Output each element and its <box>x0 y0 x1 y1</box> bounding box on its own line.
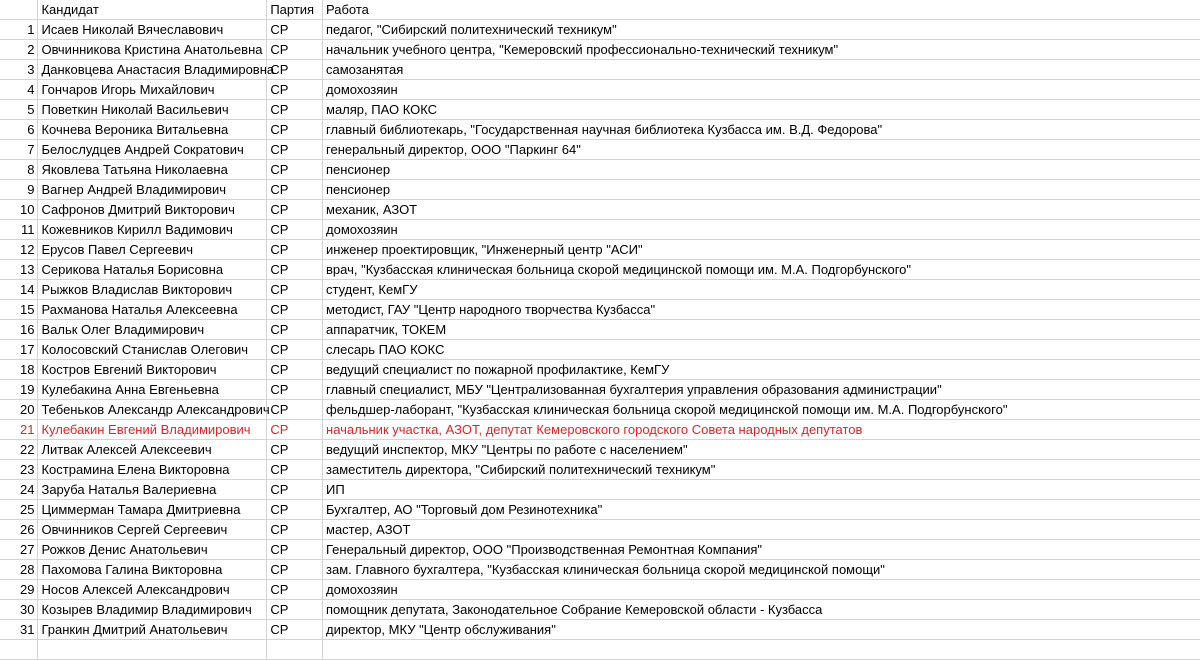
work-cell[interactable]: директор, МКУ "Центр обслуживания" <box>323 620 1200 640</box>
party-cell[interactable]: СР <box>267 220 323 240</box>
row-number-cell[interactable]: 29 <box>0 580 38 600</box>
candidate-name-cell[interactable]: Белослудцев Андрей Сократович <box>38 140 267 160</box>
work-cell[interactable]: Генеральный директор, ООО "Производственная Ремонтная Компания" <box>323 540 1200 560</box>
work-cell[interactable]: Бухгалтер, АО "Торговый дом Резинотехника" <box>323 500 1200 520</box>
party-cell[interactable]: СР <box>267 400 323 420</box>
work-cell[interactable]: начальник участка, АЗОТ, депутат Кемеровского городского Совета народных депутатов <box>323 420 1200 440</box>
row-number-cell[interactable]: 10 <box>0 200 38 220</box>
candidate-name-cell[interactable]: Яковлева Татьяна Николаевна <box>38 160 267 180</box>
party-cell[interactable]: СР <box>267 100 323 120</box>
table-body <box>0 20 1200 660</box>
work-cell[interactable]: студент, КемГУ <box>323 280 1200 300</box>
party-cell[interactable]: СР <box>267 60 323 80</box>
candidate-name-cell[interactable]: Носов Алексей Александрович <box>38 580 267 600</box>
row-number-cell[interactable]: 18 <box>0 360 38 380</box>
candidate-name-cell[interactable]: Циммерман Тамара Дмитриевна <box>38 500 267 520</box>
row-number-cell[interactable]: 15 <box>0 300 38 320</box>
party-cell[interactable]: СР <box>267 580 323 600</box>
row-number-cell[interactable]: 12 <box>0 240 38 260</box>
party-cell[interactable]: СР <box>267 180 323 200</box>
candidate-name-cell[interactable]: Серикова Наталья Борисовна <box>38 260 267 280</box>
empty-cell[interactable] <box>267 640 323 660</box>
party-cell[interactable]: СР <box>267 320 323 340</box>
work-cell[interactable]: главный библиотекарь, "Государственная научная библиотека Кузбасса им. В.Д. Федорова" <box>323 120 1200 140</box>
table-row <box>0 560 1200 580</box>
work-cell[interactable]: мастер, АЗОТ <box>323 520 1200 540</box>
party-cell[interactable]: СР <box>267 600 323 620</box>
row-number-cell[interactable]: 13 <box>0 260 38 280</box>
table-row <box>0 460 1200 480</box>
table-row <box>0 320 1200 340</box>
row-number-cell[interactable]: 3 <box>0 60 38 80</box>
party-cell[interactable]: СР <box>267 620 323 640</box>
candidate-name-cell[interactable]: Сафронов Дмитрий Викторович <box>38 200 267 220</box>
row-number-cell[interactable]: 19 <box>0 380 38 400</box>
work-cell[interactable]: врач, "Кузбасская клиническая больница скорой медицинской помощи им. М.А. Подгорбунского" <box>323 260 1200 280</box>
party-cell[interactable]: СР <box>267 380 323 400</box>
work-cell[interactable]: домохозяин <box>323 580 1200 600</box>
party-cell[interactable]: СР <box>267 40 323 60</box>
candidate-name-cell[interactable]: Рахманова Наталья Алексеевна <box>38 300 267 320</box>
row-number-cell[interactable]: 16 <box>0 320 38 340</box>
party-cell[interactable]: СР <box>267 280 323 300</box>
candidate-name-cell[interactable]: Гранкин Дмитрий Анатольевич <box>38 620 267 640</box>
work-cell[interactable]: самозанятая <box>323 60 1200 80</box>
row-number-cell[interactable]: 7 <box>0 140 38 160</box>
table-row <box>0 20 1200 40</box>
work-cell[interactable]: заместитель директора, "Сибирский политехнический техникум" <box>323 460 1200 480</box>
candidate-name-cell[interactable]: Вагнер Андрей Владимирович <box>38 180 267 200</box>
header-num[interactable] <box>0 0 38 20</box>
work-cell[interactable]: пенсионер <box>323 160 1200 180</box>
candidate-name-cell[interactable]: Рожков Денис Анатольевич <box>38 540 267 560</box>
candidate-name-cell[interactable]: Тебеньков Александр Александрович <box>38 400 267 420</box>
row-number-cell[interactable]: 28 <box>0 560 38 580</box>
work-cell[interactable]: слесарь ПАО КОКС <box>323 340 1200 360</box>
table-row <box>0 140 1200 160</box>
row-number-cell[interactable]: 11 <box>0 220 38 240</box>
party-cell[interactable]: СР <box>267 480 323 500</box>
table-row <box>0 280 1200 300</box>
party-cell[interactable]: СР <box>267 140 323 160</box>
work-cell[interactable]: аппаратчик, ТОКЕМ <box>323 320 1200 340</box>
row-number-cell[interactable]: 24 <box>0 480 38 500</box>
header-candidate[interactable]: Кандидат <box>38 0 267 20</box>
table-row <box>0 260 1200 280</box>
empty-row <box>0 640 1200 660</box>
table-row <box>0 480 1200 500</box>
party-cell[interactable]: СР <box>267 420 323 440</box>
work-cell[interactable]: зам. Главного бухгалтера, "Кузбасская клиническая больница скорой медицинской помощи" <box>323 560 1200 580</box>
party-cell[interactable]: СР <box>267 360 323 380</box>
candidate-name-cell[interactable]: Кочнева Вероника Витальевна <box>38 120 267 140</box>
party-cell[interactable]: СР <box>267 80 323 100</box>
table-row <box>0 380 1200 400</box>
row-number-cell[interactable]: 8 <box>0 160 38 180</box>
row-number-cell[interactable]: 4 <box>0 80 38 100</box>
table-row <box>0 540 1200 560</box>
table-row <box>0 600 1200 620</box>
row-number-cell[interactable]: 5 <box>0 100 38 120</box>
table-row <box>0 100 1200 120</box>
work-cell[interactable]: инженер проектировщик, "Инженерный центр "АСИ" <box>323 240 1200 260</box>
row-number-cell[interactable]: 22 <box>0 440 38 460</box>
empty-cell[interactable] <box>0 640 38 660</box>
candidate-name-cell[interactable]: Вальк Олег Владимирович <box>38 320 267 340</box>
candidate-name-cell[interactable]: Кострамина Елена Викторовна <box>38 460 267 480</box>
party-cell[interactable]: СР <box>267 260 323 280</box>
work-cell[interactable]: маляр, ПАО КОКС <box>323 100 1200 120</box>
work-cell[interactable]: помощник депутата, Законодательное Собрание Кемеровской области - Кузбасса <box>323 600 1200 620</box>
table-row <box>0 40 1200 60</box>
row-number-cell[interactable]: 31 <box>0 620 38 640</box>
work-cell[interactable]: пенсионер <box>323 180 1200 200</box>
party-cell[interactable]: СР <box>267 160 323 180</box>
table-row <box>0 160 1200 180</box>
work-cell[interactable]: домохозяин <box>323 220 1200 240</box>
candidate-name-cell[interactable]: Рыжков Владислав Викторович <box>38 280 267 300</box>
table-row <box>0 440 1200 460</box>
party-cell[interactable]: СР <box>267 120 323 140</box>
row-number-cell[interactable]: 27 <box>0 540 38 560</box>
party-cell[interactable]: СР <box>267 560 323 580</box>
row-number-cell[interactable]: 25 <box>0 500 38 520</box>
party-cell[interactable]: СР <box>267 540 323 560</box>
table-row <box>0 340 1200 360</box>
table-row <box>0 520 1200 540</box>
empty-cell[interactable] <box>38 640 267 660</box>
work-cell[interactable]: ведущий инспектор, МКУ "Центры по работе с населением" <box>323 440 1200 460</box>
row-number-cell[interactable]: 9 <box>0 180 38 200</box>
candidate-name-cell[interactable]: Заруба Наталья Валериевна <box>38 480 267 500</box>
candidate-name-cell[interactable]: Козырев Владимир Владимирович <box>38 600 267 620</box>
table-row <box>0 200 1200 220</box>
work-cell[interactable]: генеральный директор, ООО "Паркинг 64" <box>323 140 1200 160</box>
table-row <box>0 360 1200 380</box>
candidate-name-cell[interactable]: Гончаров Игорь Михайлович <box>38 80 267 100</box>
party-cell[interactable]: СР <box>267 20 323 40</box>
row-number-cell[interactable]: 23 <box>0 460 38 480</box>
table-row <box>0 400 1200 420</box>
header-row <box>0 0 1200 20</box>
table-row <box>0 60 1200 80</box>
party-cell[interactable]: СР <box>267 300 323 320</box>
candidate-name-cell[interactable]: Поветкин Николай Васильевич <box>38 100 267 120</box>
party-cell[interactable]: СР <box>267 500 323 520</box>
row-number-cell[interactable]: 17 <box>0 340 38 360</box>
work-cell[interactable]: педагог, "Сибирский политехнический техникум" <box>323 20 1200 40</box>
table-row <box>0 80 1200 100</box>
candidate-name-cell[interactable]: Литвак Алексей Алексеевич <box>38 440 267 460</box>
work-cell[interactable]: механик, АЗОТ <box>323 200 1200 220</box>
party-cell[interactable]: СР <box>267 520 323 540</box>
work-cell[interactable]: домохозяин <box>323 80 1200 100</box>
table-row <box>0 420 1200 440</box>
party-cell[interactable]: СР <box>267 340 323 360</box>
row-number-cell[interactable]: 21 <box>0 420 38 440</box>
table-row <box>0 120 1200 140</box>
work-cell[interactable]: главный специалист, МБУ "Централизованная бухгалтерия управления образования администрации" <box>323 380 1200 400</box>
party-cell[interactable]: СР <box>267 240 323 260</box>
party-cell[interactable]: СР <box>267 440 323 460</box>
row-number-cell[interactable]: 2 <box>0 40 38 60</box>
candidate-name-cell[interactable]: Овчинников Сергей Сергеевич <box>38 520 267 540</box>
work-cell[interactable]: начальник учебного центра, "Кемеровский профессионально-технический техникум" <box>323 40 1200 60</box>
candidate-name-cell[interactable]: Данковцева Анастасия Владимировна <box>38 60 267 80</box>
header-work[interactable]: Работа <box>323 0 1200 20</box>
work-cell[interactable]: ИП <box>323 480 1200 500</box>
work-cell[interactable]: методист, ГАУ "Центр народного творчества Кузбасса" <box>323 300 1200 320</box>
candidate-name-cell[interactable]: Исаев Николай Вячеславович <box>38 20 267 40</box>
table-row <box>0 240 1200 260</box>
candidate-name-cell[interactable]: Костров Евгений Викторович <box>38 360 267 380</box>
candidate-name-cell[interactable]: Овчинникова Кристина Анатольевна <box>38 40 267 60</box>
candidate-name-cell[interactable]: Пахомова Галина Викторовна <box>38 560 267 580</box>
row-number-cell[interactable]: 20 <box>0 400 38 420</box>
header-party[interactable]: Партия <box>267 0 323 20</box>
candidate-name-cell[interactable]: Кожевников Кирилл Вадимович <box>38 220 267 240</box>
row-number-cell[interactable]: 26 <box>0 520 38 540</box>
candidate-name-cell[interactable]: Колосовский Станислав Олегович <box>38 340 267 360</box>
table-row <box>0 620 1200 640</box>
table-row <box>0 180 1200 200</box>
work-cell[interactable]: фельдшер-лаборант, "Кузбасская клиническая больница скорой медицинской помощи им. М.А. Подгорбунского" <box>323 400 1200 420</box>
row-number-cell[interactable]: 1 <box>0 20 38 40</box>
table-row <box>0 220 1200 240</box>
table-row <box>0 500 1200 520</box>
work-cell[interactable]: ведущий специалист по пожарной профилактике, КемГУ <box>323 360 1200 380</box>
party-cell[interactable]: СР <box>267 200 323 220</box>
candidate-name-cell[interactable]: Кулебакина Анна Евгеньевна <box>38 380 267 400</box>
row-number-cell[interactable]: 6 <box>0 120 38 140</box>
row-number-cell[interactable]: 30 <box>0 600 38 620</box>
table-row <box>0 300 1200 320</box>
party-cell[interactable]: СР <box>267 460 323 480</box>
candidate-name-cell[interactable]: Кулебакин Евгений Владимирович <box>38 420 267 440</box>
row-number-cell[interactable]: 14 <box>0 280 38 300</box>
candidate-name-cell[interactable]: Ерусов Павел Сергеевич <box>38 240 267 260</box>
table-row <box>0 580 1200 600</box>
empty-cell[interactable] <box>323 640 1200 660</box>
